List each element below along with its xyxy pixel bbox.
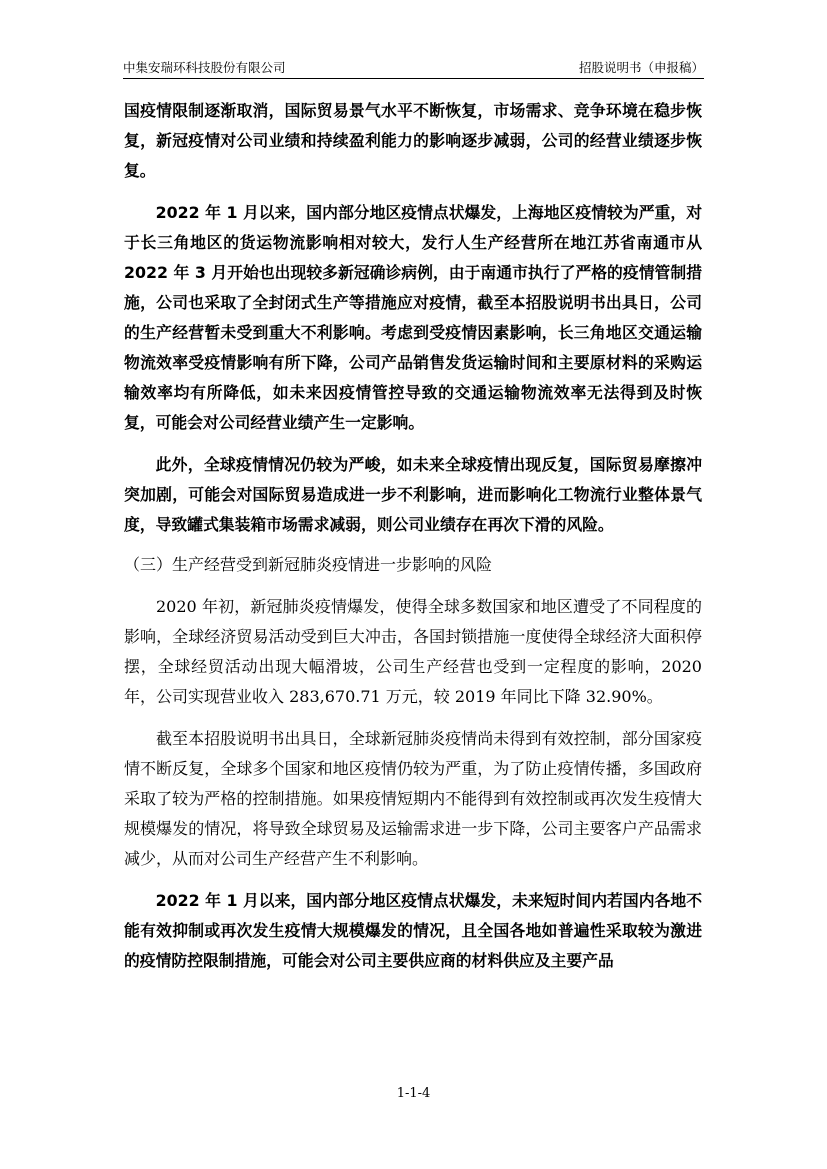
paragraph-6: 2022 年 1 月以来，国内部分地区疫情点状爆发，未来短时间内若国内各地不能有效抑制或再次发生疫情大规模爆发的情况，且全国各地如普遍性采取较为激进的疫情防控限制措施，可能会对公司主要供应商的材料供应及主要产品 [124, 891, 702, 970]
header-document-type: 招股说明书（申报稿） [578, 60, 704, 75]
document-body [124, 96, 702, 976]
paragraph-2: 2022 年 1 月以来，国内部分地区疫情点状爆发，上海地区疫情较为严重，对于长三角地区的货运物流影响相对较大，发行人生产经营所在地江苏省南通市从 2022 年 3 月开始也出现较多新冠确诊病例，由于南通市执行了严格的疫情管制措施，公司也采取了全封闭式生产等措施应对疫情，截至本招股说明书出具日，公司的生产经营暂未受到重大不利影响。考虑到受疫情因素影响，长三角地区交通运输物流效率受疫情影响有所下降，公司产品销售发货运输时间和主要原材料的采购运输效率均有所降低，如未来因疫情管控导致的交通运输物流效率无法得到及时恢复，可能会对公司经营业绩产生一定影响。 [124, 203, 702, 432]
page-number: 1-1-4 [396, 1086, 431, 1101]
header-company-name: 中集安瑞环科技股份有限公司 [123, 60, 286, 75]
paragraph-5: 截至本招股说明书出具日，全球新冠肺炎疫情尚未得到有效控制，部分国家疫情不断反复，全球多个国家和地区疫情仍较为严重，为了防止疫情传播，多国政府采取了较为严格的控制措施。如果疫情短期内不能得到有效控制或再次发生疫情大规模爆发的情况，将导致全球贸易及运输需求进一步下降，公司主要客户产品需求减少，从而对公司生产经营产生不利影响。 [124, 729, 702, 868]
section-heading: （三）生产经营受到新冠肺炎疫情进一步影响的风险 [124, 555, 493, 574]
paragraph-1: 国疫情限制逐渐取消，国际贸易景气水平不断恢复，市场需求、竞争环境在稳步恢复，新冠疫情对公司业绩和持续盈利能力的影响逐步减弱，公司的经营业绩逐步恢复。 [124, 101, 702, 180]
page-header [123, 58, 704, 79]
paragraph-4: 2020 年初，新冠肺炎疫情爆发，使得全球多数国家和地区遭受了不同程度的影响，全球经济贸易活动受到巨大冲击，各国封锁措施一度使得全球经济大面积停摆，全球经贸活动出现大幅滑坡，公司生产经营也受到一定程度的影响，2020 年，公司实现营业收入 283,670.71 万元，较 2019 年同比下降 32.90%。 [124, 597, 702, 706]
paragraph-3: 此外，全球疫情情况仍较为严峻，如未来全球疫情出现反复，国际贸易摩擦冲突加剧，可能会对国际贸易造成进一步不利影响，进而影响化工物流行业整体景气度，导致罐式集装箱市场需求减弱，则公司业绩存在再次下滑的风险。 [124, 455, 702, 534]
